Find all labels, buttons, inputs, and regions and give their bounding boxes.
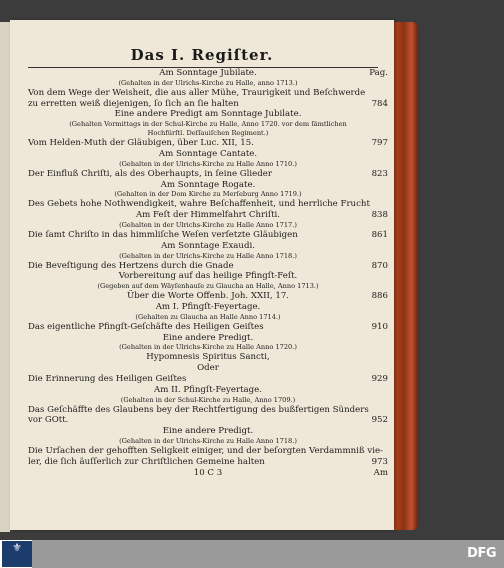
entry-text: Vorbereitung auf das heilige Pfingſt-Feſt. xyxy=(118,271,298,282)
footer-gray-band xyxy=(32,540,504,568)
document-page xyxy=(10,20,394,530)
entry-line xyxy=(28,230,388,241)
entry-text: Das Geſchäffte des Glaubens bey der Rechtfertigung des bußfertigen Sünders xyxy=(28,404,369,415)
entry-note xyxy=(28,120,388,129)
entry-heading xyxy=(28,352,388,363)
entry-text: (Gehalten in der Ulrichs-Kirche zu Halle Anno 1717.) xyxy=(119,220,297,229)
entry-heading xyxy=(28,241,388,252)
entry-text: Hypomnesis Spiritus Sancti, xyxy=(146,352,270,363)
library-emblem-icon: ⚜ xyxy=(12,541,22,554)
entry-heading xyxy=(28,363,388,374)
entry-line xyxy=(28,446,388,457)
entry-heading xyxy=(28,210,388,221)
entry-text: (Gehalten in der Ulrichs-Kirche zu Halle Anno 1710.) xyxy=(119,159,297,168)
entry-text: (Gehalten in der Ulrichs-Kirche zu Halle Anno 1718.) xyxy=(119,251,297,260)
entry-line xyxy=(28,322,388,333)
entry-text: (Gehalten zu Glaucha an Halle Anno 1714.) xyxy=(135,312,281,321)
entry-text: (Gehalten in der Dom Kirche zu Merſeburg Anno 1719.) xyxy=(114,190,302,199)
page-number: 823 xyxy=(371,168,388,179)
entry-text: Von dem Wege der Weisheit, die aus aller Mühe, Traurigkeit und Beſchwerde xyxy=(28,87,366,98)
entry-text: Die ſamt Chriſto in das himmliſche Weſen verſetzte Gläubigen xyxy=(28,229,298,240)
entry-text: Am Sonntage Cantate. xyxy=(158,148,258,159)
entry-note xyxy=(28,282,388,291)
entry-text: (Gegeben auf dem Wäyſenhauſe zu Glaucha an Halle, Anno 1713.) xyxy=(97,282,319,291)
page-number: 952 xyxy=(371,415,388,426)
entry-text: (Gehalten Vormittags in der Schul-Kirche zu Halle, Anno 1720. vor dem ſämtlichen xyxy=(69,120,347,129)
entry-text: Oder xyxy=(197,363,219,374)
entry-heading xyxy=(28,271,388,282)
entry-heading xyxy=(28,385,388,396)
entry-text: Hochfürſtl. Deſſauiſchen Regiment.) xyxy=(147,129,269,138)
page-number: 910 xyxy=(371,321,388,332)
entry-text: Vom Helden-Muth der Gläubigen, über Luc. XII, 15. xyxy=(28,138,254,149)
entry-text: Eine andere Predigt. xyxy=(162,332,254,343)
entry-text: Die Erinnerung des Heiligen Geiſtes xyxy=(28,373,187,384)
entry-note xyxy=(28,129,388,138)
entry-text: Des Gebets hohe Nothwendigkeit, wahre Beſchaffenheit, und herrliche Frucht xyxy=(28,199,370,210)
entry-text: Der Einfluß Chriſti, als des Oberhaupts, in ſeine Glieder xyxy=(28,168,272,179)
entry-line xyxy=(28,261,388,272)
entry-text: (Gehalten in der Schul-Kirche zu Halle, Anno 1709.) xyxy=(120,395,296,404)
entry-note xyxy=(28,343,388,352)
entry-text: 10 C 3 xyxy=(193,467,223,478)
entry-text: Die Urſachen der gehofften Seligkeit einiger, und der beſorgten Verdammniß vie- xyxy=(28,445,383,456)
entry-text: Am Sonntage Rogate. xyxy=(160,179,256,190)
entry-text: ler, die ſich äuſſerlich zur Chriſtlichen Gemeine halten xyxy=(28,456,265,467)
page-number: 861 xyxy=(371,229,388,240)
page-number: 797 xyxy=(371,138,388,149)
entry-text: Am Sonntage Jubilate. xyxy=(159,68,257,78)
entry-text: (Gehalten in der Ulrichs-Kirche zu Halle Anno 1718.) xyxy=(119,436,297,445)
entry-text: Das eigentliche Pfingſt-Geſchäfte des Heiligen Geiſtes xyxy=(28,321,264,332)
entry-line xyxy=(28,138,388,149)
entry-text: zu erretten weiß diejenigen, ſo ſich an ſie halten xyxy=(28,98,239,109)
page-number: 973 xyxy=(371,456,388,467)
entry-text: Am II. Pfingſt-Feyertage. xyxy=(154,384,262,395)
dfg-logo[interactable]: DFG xyxy=(467,546,496,561)
register-entries xyxy=(28,68,388,478)
entry-heading xyxy=(28,109,388,120)
entry-note xyxy=(28,190,388,199)
entry-note xyxy=(28,396,388,405)
entry-line xyxy=(28,88,388,99)
entry-text: (Gehalten in der Ulrichs-Kirche zu Halle Anno 1720.) xyxy=(119,343,297,352)
entry-line xyxy=(28,457,388,468)
entry-text: Am Sonntage Exaudi. xyxy=(161,240,255,251)
page-title: Das I. Regiſter. xyxy=(130,46,274,64)
page-number: 929 xyxy=(371,373,388,384)
entry-heading xyxy=(28,291,388,302)
entry-text: Am I. Pfingſt-Feyertage. xyxy=(155,301,261,312)
entry-heading xyxy=(28,180,388,191)
entry-line xyxy=(28,199,388,210)
entry-heading xyxy=(28,149,388,160)
entry-text: Eine andere Predigt. xyxy=(162,426,254,437)
entry-heading xyxy=(28,333,388,344)
page-number: 838 xyxy=(371,210,388,221)
entry-line xyxy=(28,169,388,180)
entry-line xyxy=(28,99,388,110)
entry-text: Die Beveſtigung des Hertzens durch die Gnade xyxy=(28,260,234,271)
page-number: Am xyxy=(373,467,388,478)
entry-note xyxy=(28,160,388,169)
previous-page-edge xyxy=(0,22,10,532)
entry-heading xyxy=(28,426,388,437)
entry-text: (Gehalten in der Ulrichs-Kirche zu Halle, anno 1713.) xyxy=(118,78,298,87)
entry-note xyxy=(28,221,388,230)
entry-heading xyxy=(28,468,388,479)
entry-note xyxy=(28,313,388,322)
entry-text: Über die Worte Offenb. Joh. XXII, 17. xyxy=(126,291,290,302)
library-logo[interactable] xyxy=(2,541,32,567)
entry-line xyxy=(28,374,388,385)
page-number: 870 xyxy=(371,260,388,271)
entry-line xyxy=(28,415,388,426)
entry-note xyxy=(28,252,388,261)
entry-text: Am Feſt der Himmelfahrt Chriſti. xyxy=(135,210,281,221)
page-number: 886 xyxy=(371,291,388,302)
entry-heading xyxy=(28,302,388,313)
page-number: Pag. xyxy=(369,68,388,78)
entry-line xyxy=(28,405,388,416)
entry-text: Eine andere Predigt am Sonntage Jubilate. xyxy=(114,109,302,120)
entry-heading xyxy=(28,68,388,79)
entry-note xyxy=(28,437,388,446)
entry-note xyxy=(28,79,388,88)
page-number: 784 xyxy=(371,98,388,109)
entry-text: vor GOtt. xyxy=(28,415,69,426)
